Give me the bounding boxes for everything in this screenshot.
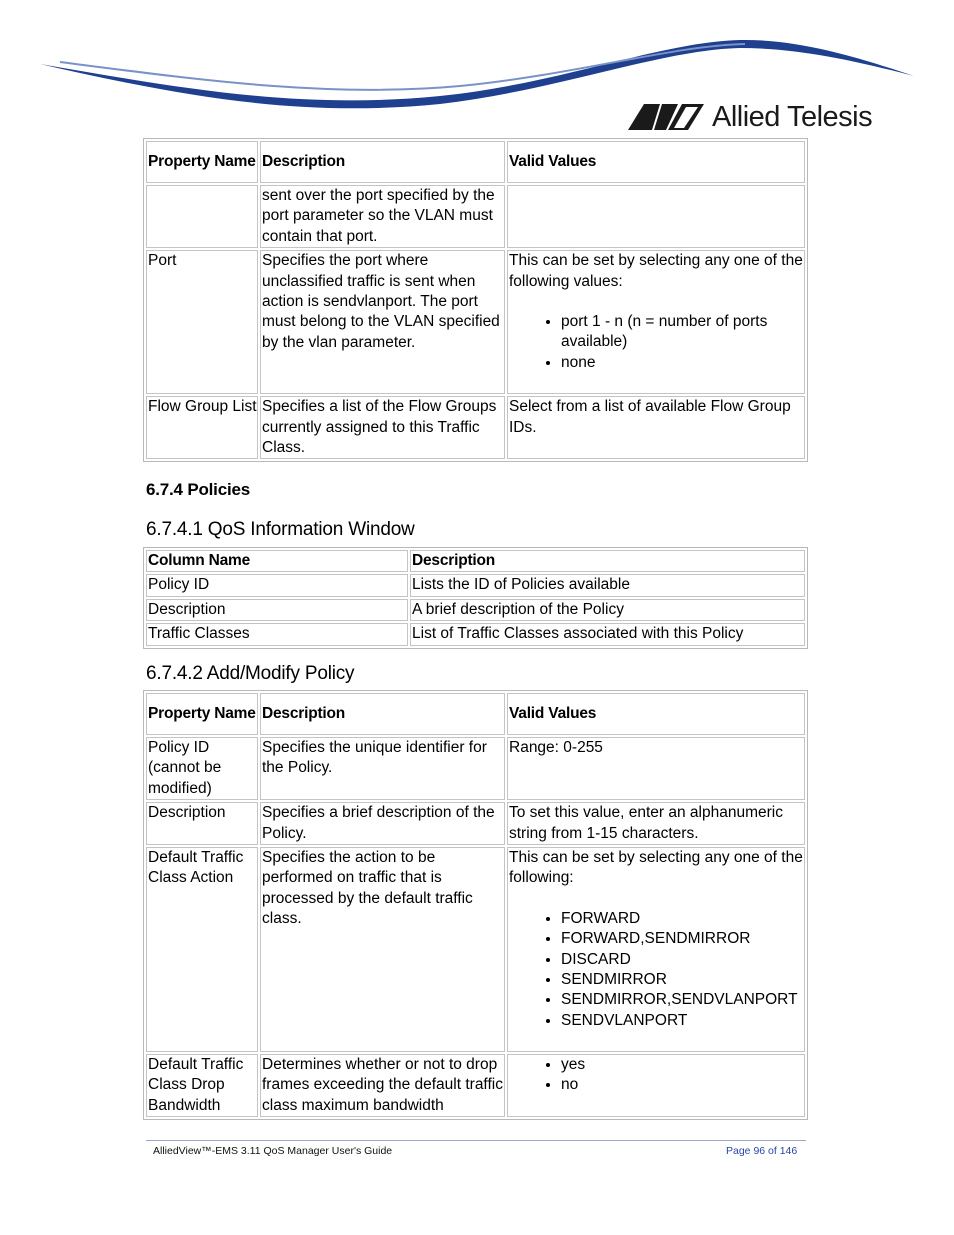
- property-description: Specifies the port where unclassified traffic is sent when action is sendvlanport. The port must belong to the VLAN specified by the vlan parameter.: [260, 250, 505, 394]
- values-list: [509, 312, 804, 373]
- column-header: Description: [260, 693, 505, 735]
- property-values: [507, 250, 805, 394]
- column-name-cell: Description: [146, 599, 408, 621]
- table-row: [146, 737, 805, 800]
- table-row: [146, 623, 805, 645]
- property-values: Range: 0-255: [507, 737, 805, 800]
- traffic-class-properties-table: [143, 138, 808, 462]
- property-values: [507, 185, 805, 248]
- column-name-cell: Policy ID: [146, 574, 408, 596]
- list-item: • port 1 - n (n = number of ports available): [561, 312, 804, 353]
- list-item: • FORWARD,SENDMIRROR: [561, 929, 804, 949]
- property-name: Policy ID (cannot be modified): [146, 737, 258, 800]
- table-header-row: [146, 550, 805, 572]
- list-item: • yes: [561, 1055, 804, 1075]
- column-header: Property Name: [146, 693, 258, 735]
- property-name: [146, 185, 258, 248]
- table-row: [146, 396, 805, 459]
- table-row: [146, 1054, 805, 1117]
- table-row: [146, 599, 805, 621]
- property-description: Determines whether or not to drop frames exceeding the default traffic class maximum bandwidth: [260, 1054, 505, 1117]
- logo-mark-icon: [628, 104, 706, 130]
- list-item: • none: [561, 353, 804, 373]
- qos-information-table: [143, 547, 808, 649]
- section-heading: 6.7.4 Policies: [146, 480, 250, 499]
- allied-telesis-logo: [628, 100, 872, 134]
- property-description: sent over the port specified by the port parameter so the VLAN must contain that port.: [260, 185, 505, 248]
- column-header: Property Name: [146, 141, 258, 183]
- property-description: Specifies a list of the Flow Groups currently assigned to this Traffic Class.: [260, 396, 505, 459]
- property-values: Select from a list of available Flow Group IDs.: [507, 396, 805, 459]
- column-header: Description: [260, 141, 505, 183]
- table-row: [146, 250, 805, 394]
- column-description-cell: A brief description of the Policy: [410, 599, 805, 621]
- footer-divider: [146, 1140, 806, 1141]
- column-header: Valid Values: [507, 693, 805, 735]
- table-row: [146, 185, 805, 248]
- property-description: Specifies the unique identifier for the Policy.: [260, 737, 505, 800]
- section-heading: 6.7.4.2 Add/Modify Policy: [146, 663, 355, 684]
- property-values: [507, 1054, 805, 1117]
- property-description: Specifies the action to be performed on traffic that is processed by the default traffic class.: [260, 847, 505, 1052]
- list-item: • no: [561, 1075, 804, 1095]
- table-header-row: [146, 141, 805, 183]
- list-item: • SENDMIRROR,SENDVLANPORT: [561, 990, 804, 1010]
- list-item: • DISCARD: [561, 950, 804, 970]
- list-item: • FORWARD: [561, 909, 804, 929]
- list-item: • SENDMIRROR: [561, 970, 804, 990]
- footer-page-number: Page 96 of 146: [726, 1145, 798, 1157]
- property-values: To set this value, enter an alphanumeric string from 1-15 characters.: [507, 802, 805, 845]
- column-description-cell: List of Traffic Classes associated with this Policy: [410, 623, 805, 645]
- table-row: [146, 802, 805, 845]
- property-description: Specifies a brief description of the Policy.: [260, 802, 505, 845]
- add-modify-policy-table: [143, 690, 808, 1120]
- column-header: Description: [410, 550, 805, 572]
- logo-text: Allied Telesis: [712, 100, 873, 133]
- table-row: [146, 574, 805, 596]
- footer-document-title: AlliedView™-EMS 3.11 QoS Manager User's Guide: [153, 1145, 393, 1157]
- property-name: Port: [146, 250, 258, 394]
- table-header-row: [146, 693, 805, 735]
- column-header: Column Name: [146, 550, 408, 572]
- column-description-cell: Lists the ID of Policies available: [410, 574, 805, 596]
- property-name: Default Traffic Class Action: [146, 847, 258, 1052]
- property-name: Description: [146, 802, 258, 845]
- values-list: [509, 1055, 804, 1096]
- values-intro: This can be set by selecting any one of the following values:: [509, 252, 803, 290]
- property-values: [507, 847, 805, 1052]
- column-name-cell: Traffic Classes: [146, 623, 408, 645]
- section-heading: 6.7.4.1 QoS Information Window: [146, 519, 415, 540]
- values-list: [509, 909, 804, 1031]
- property-name: Default Traffic Class Drop Bandwidth: [146, 1054, 258, 1117]
- list-item: • SENDVLANPORT: [561, 1011, 804, 1031]
- property-name: Flow Group List: [146, 396, 258, 459]
- table-row: [146, 847, 805, 1052]
- values-intro: This can be set by selecting any one of the following:: [509, 849, 803, 887]
- column-header: Valid Values: [507, 141, 805, 183]
